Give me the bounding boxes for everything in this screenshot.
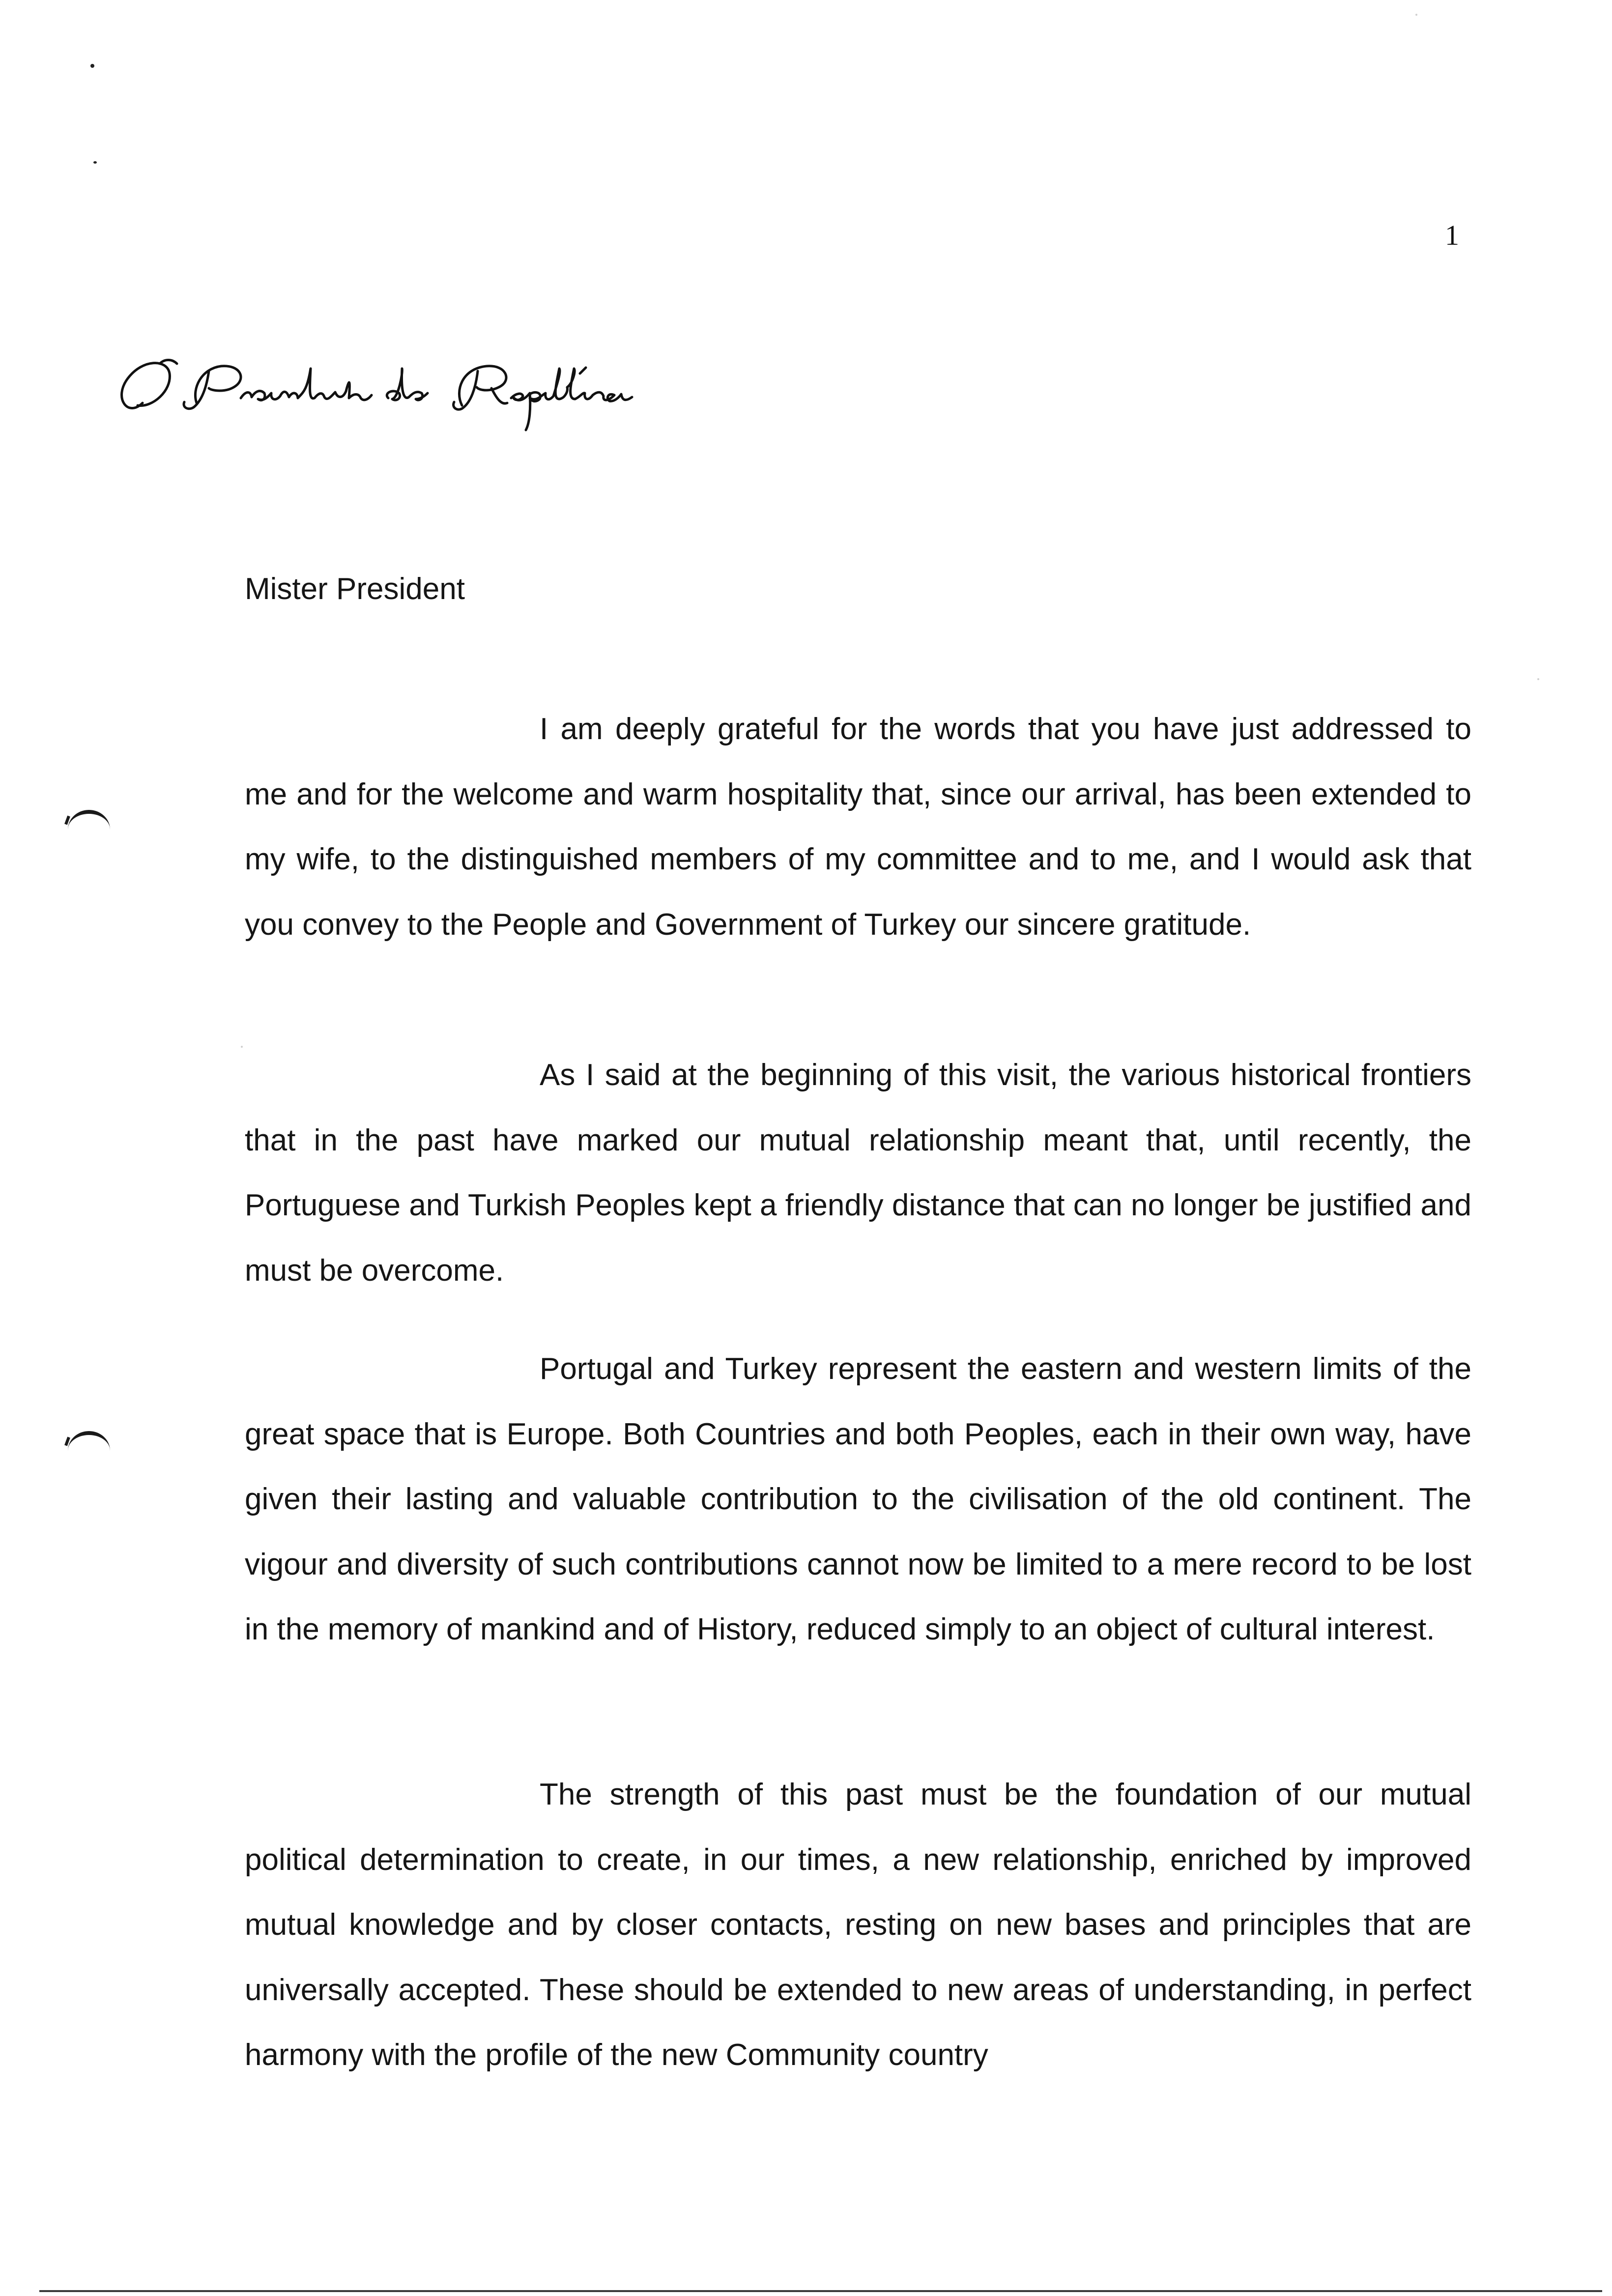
margin-mark bbox=[68, 1431, 110, 1451]
body-paragraph: The strength of this past must be the foundation of our mutual political determination to create, in our times, a new relationship, enriched by improved mutual knowledge and by closer contacts, resting on new bases and principles that are universally accepted. These should be extended to new areas of understanding, in perfect harmony with the profile of the new Community country bbox=[245, 1778, 1471, 2072]
scan-speck bbox=[1537, 678, 1539, 680]
scan-speck bbox=[1415, 14, 1417, 16]
scan-speck bbox=[90, 64, 94, 68]
body-paragraph: Portugal and Turkey represent the eastern and western limits of the great space that is Europe. Both Countries and both Peoples, each in their own way, have given their lasting and valuable contribution to the civilisation of the old continent. The vigour and diversity of such contributions cannot now be limited to a mere record to be lost in the memory of mankind and of History, reduced simply to an object of cultural interest. bbox=[245, 1352, 1471, 1646]
scan-speck bbox=[93, 161, 97, 164]
margin-mark bbox=[68, 810, 110, 830]
body-paragraph: I am deeply grateful for the words that you have just addressed to me and for the welcome and warm hospitality that, since our arrival, has been extended to my wife, to the distinguished members of my committee and to me, and I would ask that you convey to the People and Government of Turkey our sincere gratitude. bbox=[245, 712, 1471, 942]
body-paragraph: As I said at the beginning of this visit, the various historical frontiers that in the past have marked our mutual relationship meant that, until recently, the Portuguese and Turkish Peoples kept a friendly distance that can no longer be justified and must be overcome. bbox=[245, 1058, 1471, 1288]
salutation: Mister President bbox=[245, 572, 465, 606]
scan-speck bbox=[241, 1046, 243, 1048]
page-number: 1 bbox=[1445, 219, 1459, 251]
letterhead-script bbox=[108, 344, 698, 442]
bottom-edge-line bbox=[39, 2290, 1602, 2292]
